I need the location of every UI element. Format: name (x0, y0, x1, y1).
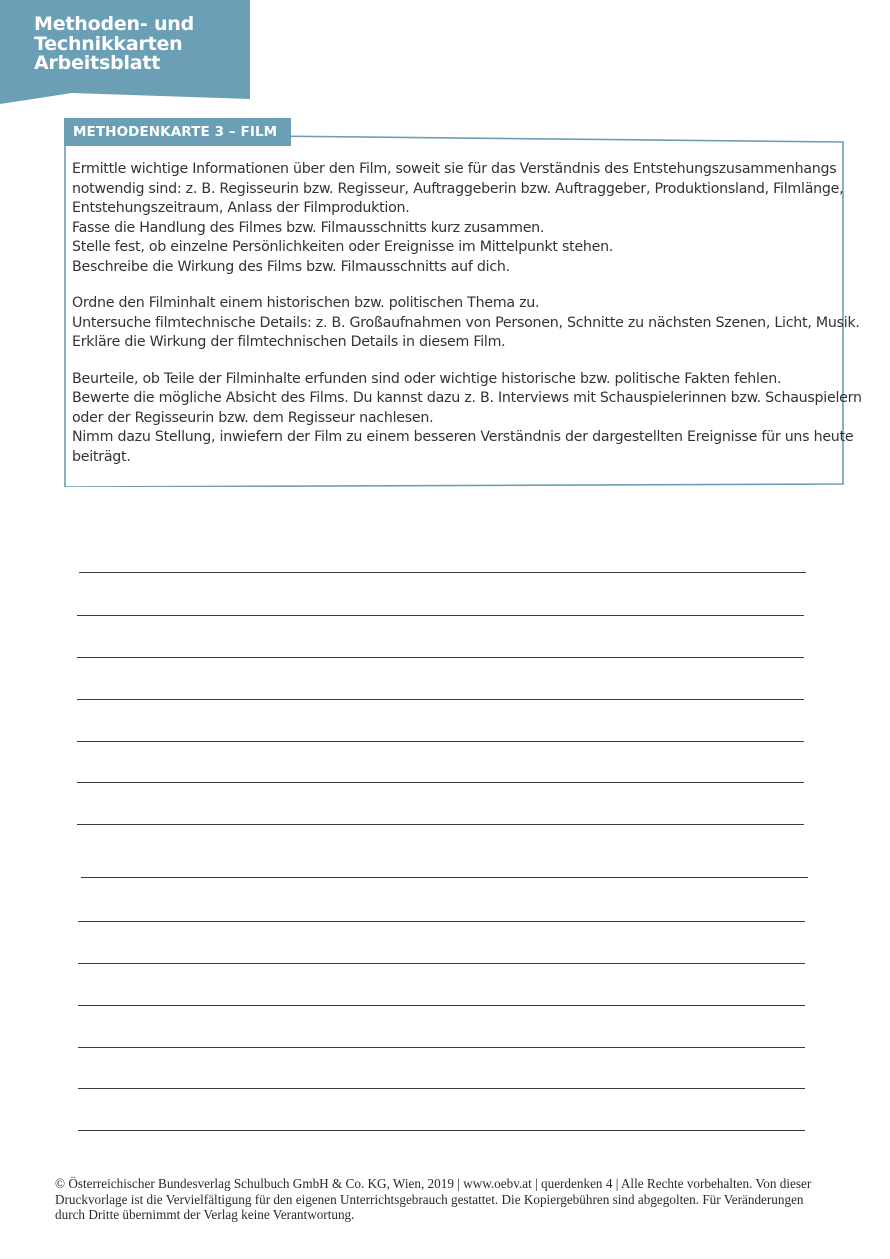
page-title (34, 15, 194, 74)
instruction-line: Fasse die Handlung des Filmes bzw. Filmausschnitts kurz zusammen. (72, 219, 545, 236)
instruction-line: Erkläre die Wirkung der filmtechnischen Details in diesem Film. (72, 334, 506, 350)
header-banner (0, 0, 250, 104)
answer-line[interactable] (78, 1005, 805, 1006)
answer-line[interactable] (78, 1047, 805, 1048)
answer-line[interactable] (78, 921, 805, 922)
instruction-line: beiträgt. (72, 448, 131, 465)
answer-line[interactable] (77, 615, 804, 616)
page-title-line: Technikkarten (34, 32, 183, 55)
instruction-line: Ermittle wichtige Informationen über den Film, soweit sie für das Verständnis des Entstehungszusammenhangs (72, 161, 837, 177)
footer-line: © Österreichischer Bundesverlag Schulbuch GmbH & Co. KG, Wien, 2019 | www.oebv.at | querdenken 4 | Alle Rechte vorbehalten. Von dieser (55, 1176, 812, 1191)
instruction-line: notwendig sind: z. B. Regisseurin bzw. Regisseur, Auftraggeberin bzw. Auftraggeber, Produktionsland, Filmlänge, (72, 180, 844, 197)
answer-line[interactable] (78, 1088, 805, 1089)
instruction-paragraph (72, 370, 862, 468)
answer-line[interactable] (77, 741, 804, 742)
answer-line[interactable] (77, 699, 804, 700)
page-title-line: Methoden- und (34, 13, 195, 35)
instruction-line: Beurteile, ob Teile der Filminhalte erfunden sind oder wichtige historische bzw. politische Fakten fehlen. (72, 370, 782, 387)
copyright-footer (55, 1176, 845, 1223)
answer-line[interactable] (77, 782, 804, 783)
instruction-line: Entstehungszeitraum, Anlass der Filmproduktion. (72, 200, 410, 216)
footer-line: durch Dritte übernimmt der Verlag keine Verantwortung. (55, 1207, 355, 1222)
method-card-body (72, 160, 862, 484)
answer-line[interactable] (81, 877, 808, 878)
answer-line[interactable] (78, 1130, 805, 1131)
instruction-line: oder der Regisseurin bzw. dem Regisseur nachlesen. (72, 409, 434, 426)
page-title-line: Arbeitsblatt (34, 52, 161, 74)
answer-line[interactable] (79, 572, 806, 573)
instruction-paragraph (72, 160, 844, 277)
answer-line[interactable] (78, 963, 805, 964)
instruction-line: Stelle fest, ob einzelne Persönlichkeiten oder Ereignisse im Mittelpunkt stehen. (72, 239, 614, 255)
instruction-line: Ordne den Filminhalt einem historischen bzw. politischen Thema zu. (72, 295, 540, 311)
method-card-tab: METHODENKARTE 3 – FILM (64, 118, 291, 146)
answer-line[interactable] (77, 657, 804, 658)
method-card (64, 124, 862, 487)
instruction-line: Nimm dazu Stellung, inwiefern der Film zu einem besseren Verständnis der dargestellten Ereignisse für uns heute (72, 429, 854, 445)
answer-line[interactable] (77, 824, 804, 825)
footer-line: Druckvorlage ist die Vervielfältigung für den eigenen Unterrichtsgebrauch gestattet. Die Kopiergebühren sind abgegolten. Für Veränderungen (55, 1191, 804, 1207)
instruction-line: Untersuche filmtechnische Details: z. B. Großaufnahmen von Personen, Schnitte zu nächsten Szenen, Licht, Musik. (72, 314, 860, 331)
instruction-line: Bewerte die mögliche Absicht des Films. Du kannst dazu z. B. Interviews mit Schauspielerinnen bzw. Schauspielern (72, 390, 862, 406)
instruction-line: Beschreibe die Wirkung des Films bzw. Filmausschnitts auf dich. (72, 258, 510, 275)
instruction-paragraph (72, 294, 860, 353)
